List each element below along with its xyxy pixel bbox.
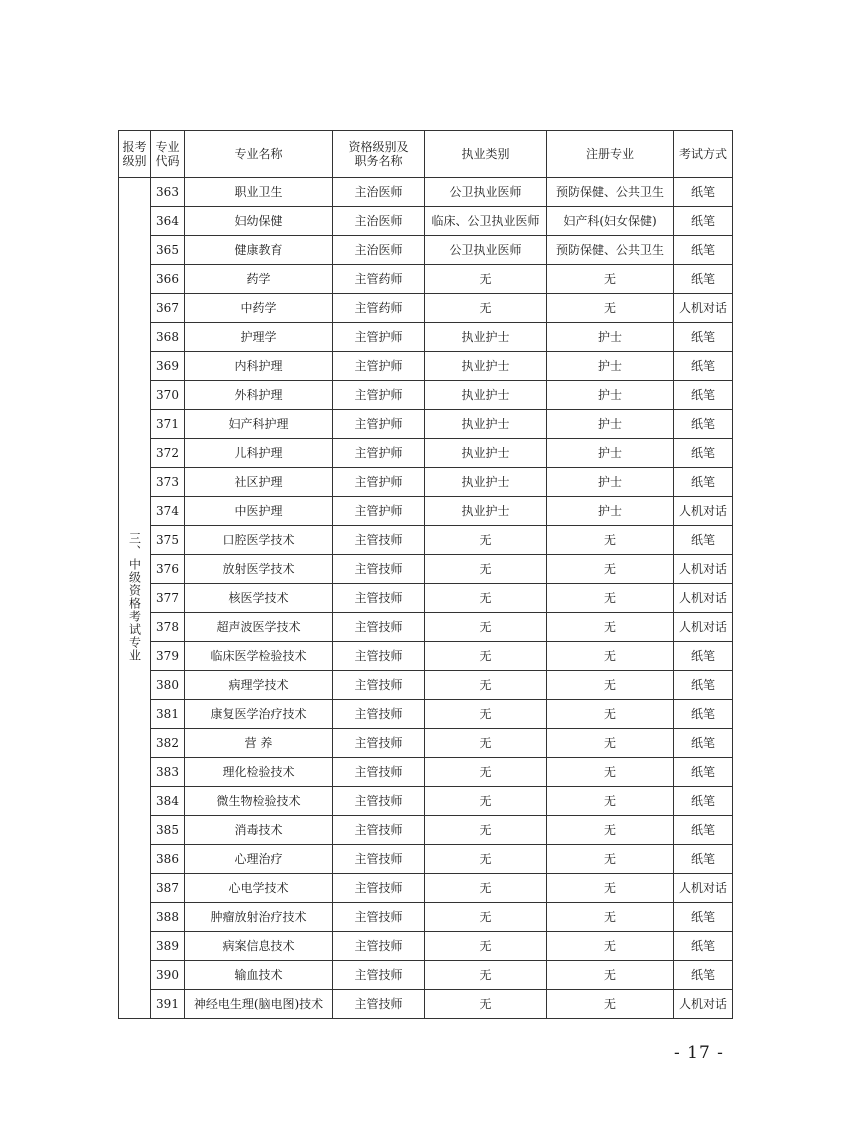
code-cell: 388: [151, 903, 185, 932]
exam-method-cell: 人机对话: [674, 874, 733, 903]
exam-method-cell: 纸笔: [674, 207, 733, 236]
registered-specialty-cell: 无: [547, 671, 674, 700]
qualification-cell: 主管护师: [333, 381, 425, 410]
specialty-name-cell: 病理学技术: [185, 671, 333, 700]
exam-method-cell: 人机对话: [674, 613, 733, 642]
specialty-name-cell: 病案信息技术: [185, 932, 333, 961]
practice-category-cell: 执业护士: [425, 352, 547, 381]
exam-method-cell: 纸笔: [674, 410, 733, 439]
registered-specialty-cell: 妇产科(妇女保健): [547, 207, 674, 236]
qualification-cell: 主管技师: [333, 816, 425, 845]
registered-specialty-cell: 无: [547, 642, 674, 671]
specialty-name-cell: 康复医学治疗技术: [185, 700, 333, 729]
practice-category-cell: 无: [425, 845, 547, 874]
table-row: [119, 236, 733, 265]
practice-category-cell: 无: [425, 874, 547, 903]
specialty-name-cell: 核医学技术: [185, 584, 333, 613]
practice-category-cell: 临床、公卫执业医师: [425, 207, 547, 236]
code-cell: 376: [151, 555, 185, 584]
code-cell: 390: [151, 961, 185, 990]
practice-category-cell: 无: [425, 758, 547, 787]
exam-method-cell: 纸笔: [674, 323, 733, 352]
specialty-name-cell: 消毒技术: [185, 816, 333, 845]
table-row: [119, 961, 733, 990]
exam-method-cell: 人机对话: [674, 497, 733, 526]
qualification-cell: 主管药师: [333, 265, 425, 294]
specialty-name-cell: 社区护理: [185, 468, 333, 497]
header-specialty-name: 专业名称: [185, 131, 333, 178]
qualification-cell: 主管护师: [333, 410, 425, 439]
exam-method-cell: 纸笔: [674, 265, 733, 294]
table-row: [119, 323, 733, 352]
practice-category-cell: 无: [425, 555, 547, 584]
table-row: [119, 816, 733, 845]
specialty-name-cell: 心理治疗: [185, 845, 333, 874]
qualification-cell: 主管技师: [333, 845, 425, 874]
exam-method-cell: 纸笔: [674, 932, 733, 961]
registered-specialty-cell: 无: [547, 555, 674, 584]
exam-level-cell: [119, 178, 151, 1019]
practice-category-cell: 无: [425, 584, 547, 613]
qualification-cell: 主治医师: [333, 207, 425, 236]
specialty-name-cell: 药学: [185, 265, 333, 294]
practice-category-cell: 无: [425, 787, 547, 816]
specialty-name-cell: 口腔医学技术: [185, 526, 333, 555]
qualification-cell: 主管技师: [333, 990, 425, 1019]
exam-specialty-table: [118, 130, 733, 1019]
exam-method-cell: 纸笔: [674, 845, 733, 874]
table-row: [119, 294, 733, 323]
qualification-cell: 主管护师: [333, 468, 425, 497]
code-cell: 373: [151, 468, 185, 497]
table-row: [119, 439, 733, 468]
practice-category-cell: 执业护士: [425, 439, 547, 468]
practice-category-cell: 无: [425, 671, 547, 700]
registered-specialty-cell: 护士: [547, 468, 674, 497]
registered-specialty-cell: 预防保健、公共卫生: [547, 236, 674, 265]
code-cell: 384: [151, 787, 185, 816]
exam-method-cell: 纸笔: [674, 700, 733, 729]
registered-specialty-cell: 无: [547, 729, 674, 758]
page-number: - 17 -: [674, 1043, 724, 1063]
specialty-name-cell: 儿科护理: [185, 439, 333, 468]
exam-level-label: 三、中级资格考试专业: [127, 531, 142, 662]
code-cell: 368: [151, 323, 185, 352]
exam-method-cell: 纸笔: [674, 787, 733, 816]
table-row: [119, 178, 733, 207]
exam-method-cell: 人机对话: [674, 555, 733, 584]
header-exam-method: 考试方式: [674, 131, 733, 178]
code-cell: 366: [151, 265, 185, 294]
qualification-cell: 主管护师: [333, 497, 425, 526]
table-row: [119, 874, 733, 903]
registered-specialty-cell: 无: [547, 613, 674, 642]
qualification-cell: 主管护师: [333, 352, 425, 381]
table-row: [119, 845, 733, 874]
header-registered-specialty: 注册专业: [547, 131, 674, 178]
registered-specialty-cell: 无: [547, 787, 674, 816]
code-cell: 382: [151, 729, 185, 758]
table-row: [119, 410, 733, 439]
code-cell: 378: [151, 613, 185, 642]
qualification-cell: 主管技师: [333, 526, 425, 555]
exam-method-cell: 纸笔: [674, 352, 733, 381]
code-cell: 371: [151, 410, 185, 439]
practice-category-cell: 无: [425, 903, 547, 932]
table-row: [119, 207, 733, 236]
exam-method-cell: 纸笔: [674, 468, 733, 497]
registered-specialty-cell: 无: [547, 526, 674, 555]
exam-method-cell: 纸笔: [674, 381, 733, 410]
table-row: [119, 787, 733, 816]
exam-method-cell: 纸笔: [674, 178, 733, 207]
practice-category-cell: 无: [425, 642, 547, 671]
specialty-name-cell: 输血技术: [185, 961, 333, 990]
specialty-name-cell: 放射医学技术: [185, 555, 333, 584]
specialty-name-cell: 肿瘤放射治疗技术: [185, 903, 333, 932]
specialty-name-cell: 心电学技术: [185, 874, 333, 903]
code-cell: 369: [151, 352, 185, 381]
registered-specialty-cell: 无: [547, 700, 674, 729]
exam-method-cell: 纸笔: [674, 816, 733, 845]
practice-category-cell: 无: [425, 526, 547, 555]
specialty-name-cell: 微生物检验技术: [185, 787, 333, 816]
registered-specialty-cell: 无: [547, 816, 674, 845]
practice-category-cell: 执业护士: [425, 381, 547, 410]
exam-method-cell: 纸笔: [674, 642, 733, 671]
code-cell: 386: [151, 845, 185, 874]
practice-category-cell: 执业护士: [425, 468, 547, 497]
header-row: [119, 131, 733, 178]
specialty-name-cell: 神经电生理(脑电图)技术: [185, 990, 333, 1019]
code-cell: 363: [151, 178, 185, 207]
qualification-cell: 主管技师: [333, 932, 425, 961]
exam-method-cell: 人机对话: [674, 294, 733, 323]
specialty-name-cell: 护理学: [185, 323, 333, 352]
exam-method-cell: 人机对话: [674, 584, 733, 613]
table-row: [119, 555, 733, 584]
practice-category-cell: 无: [425, 729, 547, 758]
practice-category-cell: 无: [425, 990, 547, 1019]
registered-specialty-cell: 无: [547, 584, 674, 613]
registered-specialty-cell: 无: [547, 265, 674, 294]
exam-method-cell: 纸笔: [674, 758, 733, 787]
qualification-cell: 主管技师: [333, 758, 425, 787]
code-cell: 370: [151, 381, 185, 410]
practice-category-cell: 执业护士: [425, 323, 547, 352]
registered-specialty-cell: 无: [547, 758, 674, 787]
specialty-name-cell: 中医护理: [185, 497, 333, 526]
exam-method-cell: 人机对话: [674, 990, 733, 1019]
practice-category-cell: 公卫执业医师: [425, 178, 547, 207]
code-cell: 380: [151, 671, 185, 700]
table-row: [119, 758, 733, 787]
registered-specialty-cell: 无: [547, 990, 674, 1019]
table-row: [119, 990, 733, 1019]
practice-category-cell: 公卫执业医师: [425, 236, 547, 265]
code-cell: 364: [151, 207, 185, 236]
qualification-cell: 主管药师: [333, 294, 425, 323]
qualification-cell: 主管技师: [333, 700, 425, 729]
specialty-name-cell: 中药学: [185, 294, 333, 323]
registered-specialty-cell: 无: [547, 845, 674, 874]
table-row: [119, 642, 733, 671]
practice-category-cell: 无: [425, 816, 547, 845]
exam-method-cell: 纸笔: [674, 526, 733, 555]
code-cell: 379: [151, 642, 185, 671]
code-cell: 385: [151, 816, 185, 845]
registered-specialty-cell: 护士: [547, 497, 674, 526]
code-cell: 374: [151, 497, 185, 526]
practice-category-cell: 无: [425, 294, 547, 323]
qualification-cell: 主管技师: [333, 671, 425, 700]
code-cell: 387: [151, 874, 185, 903]
code-cell: 383: [151, 758, 185, 787]
table-row: [119, 903, 733, 932]
table-row: [119, 352, 733, 381]
qualification-cell: 主治医师: [333, 236, 425, 265]
exam-method-cell: 纸笔: [674, 439, 733, 468]
qualification-cell: 主管技师: [333, 961, 425, 990]
specialty-name-cell: 外科护理: [185, 381, 333, 410]
header-practice-category: 执业类别: [425, 131, 547, 178]
qualification-cell: 主管技师: [333, 729, 425, 758]
practice-category-cell: 无: [425, 265, 547, 294]
table-row: [119, 932, 733, 961]
code-cell: 381: [151, 700, 185, 729]
qualification-cell: 主管技师: [333, 584, 425, 613]
qualification-cell: 主管技师: [333, 787, 425, 816]
registered-specialty-cell: 无: [547, 961, 674, 990]
practice-category-cell: 执业护士: [425, 410, 547, 439]
code-cell: 375: [151, 526, 185, 555]
qualification-cell: 主管技师: [333, 874, 425, 903]
table-row: [119, 265, 733, 294]
exam-method-cell: 纸笔: [674, 671, 733, 700]
code-cell: 372: [151, 439, 185, 468]
qualification-cell: 主管技师: [333, 903, 425, 932]
practice-category-cell: 无: [425, 961, 547, 990]
qualification-cell: 主管护师: [333, 323, 425, 352]
table-row: [119, 700, 733, 729]
code-cell: 389: [151, 932, 185, 961]
practice-category-cell: 无: [425, 613, 547, 642]
table-row: [119, 497, 733, 526]
table-row: [119, 729, 733, 758]
table-row: [119, 584, 733, 613]
header-qualification: 资格级别及 职务名称: [333, 131, 425, 178]
code-cell: 367: [151, 294, 185, 323]
registered-specialty-cell: 预防保健、公共卫生: [547, 178, 674, 207]
exam-method-cell: 纸笔: [674, 961, 733, 990]
qualification-cell: 主管技师: [333, 613, 425, 642]
registered-specialty-cell: 护士: [547, 410, 674, 439]
specialty-name-cell: 妇幼保健: [185, 207, 333, 236]
qualification-cell: 主治医师: [333, 178, 425, 207]
registered-specialty-cell: 无: [547, 932, 674, 961]
exam-method-cell: 纸笔: [674, 729, 733, 758]
specialty-name-cell: 超声波医学技术: [185, 613, 333, 642]
table-row: [119, 613, 733, 642]
practice-category-cell: 无: [425, 700, 547, 729]
qualification-cell: 主管护师: [333, 439, 425, 468]
qualification-cell: 主管技师: [333, 642, 425, 671]
table-row: [119, 468, 733, 497]
specialty-name-cell: 健康教育: [185, 236, 333, 265]
specialty-name-cell: 理化检验技术: [185, 758, 333, 787]
header-code: 专业 代码: [151, 131, 185, 178]
practice-category-cell: 无: [425, 932, 547, 961]
practice-category-cell: 执业护士: [425, 497, 547, 526]
table-row: [119, 526, 733, 555]
code-cell: 391: [151, 990, 185, 1019]
table-row: [119, 671, 733, 700]
registered-specialty-cell: 护士: [547, 323, 674, 352]
specialty-name-cell: 妇产科护理: [185, 410, 333, 439]
registered-specialty-cell: 护士: [547, 352, 674, 381]
specialty-name-cell: 营 养: [185, 729, 333, 758]
specialty-name-cell: 临床医学检验技术: [185, 642, 333, 671]
registered-specialty-cell: 无: [547, 874, 674, 903]
registered-specialty-cell: 护士: [547, 439, 674, 468]
specialty-name-cell: 内科护理: [185, 352, 333, 381]
code-cell: 365: [151, 236, 185, 265]
exam-method-cell: 纸笔: [674, 236, 733, 265]
registered-specialty-cell: 无: [547, 903, 674, 932]
exam-method-cell: 纸笔: [674, 903, 733, 932]
registered-specialty-cell: 无: [547, 294, 674, 323]
registered-specialty-cell: 护士: [547, 381, 674, 410]
qualification-cell: 主管技师: [333, 555, 425, 584]
header-level: 报考 级别: [119, 131, 151, 178]
code-cell: 377: [151, 584, 185, 613]
table-row: [119, 381, 733, 410]
specialty-name-cell: 职业卫生: [185, 178, 333, 207]
